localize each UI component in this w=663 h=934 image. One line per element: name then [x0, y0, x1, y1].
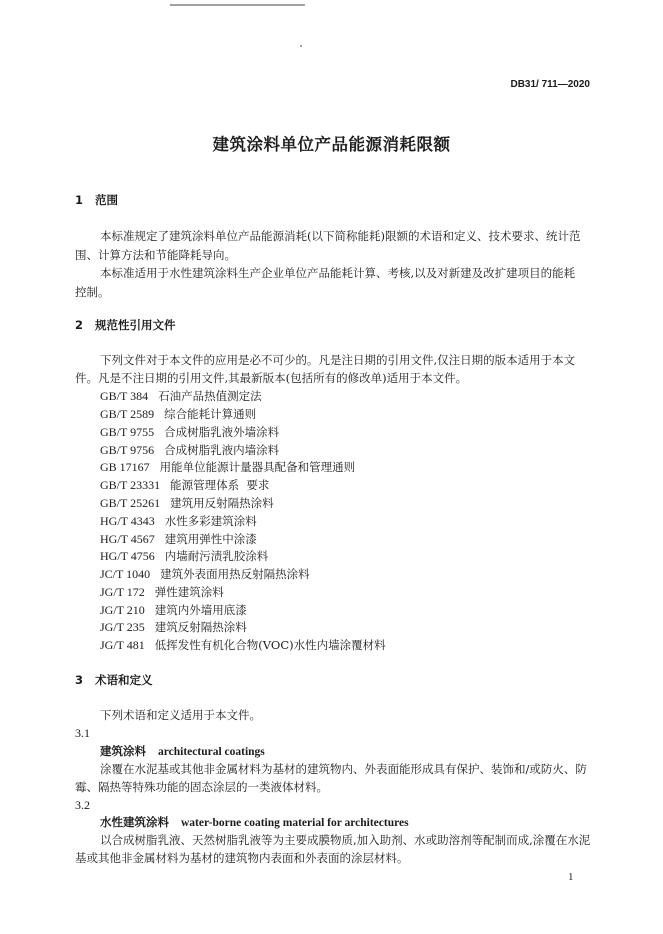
reference-title: 水性多彩建筑涂料	[164, 514, 257, 528]
reference-item	[100, 532, 257, 546]
paragraph-line: 控制。	[75, 285, 110, 299]
reference-item	[100, 407, 256, 421]
reference-title: 综合能耗计算通则	[164, 407, 257, 421]
section-number: 1	[75, 193, 84, 207]
reference-code: JG/T 172	[100, 585, 145, 599]
paragraph-line: 本标准规定了建筑涂料单位产品能源消耗(以下简称能耗)限额的术语和定义、技术要求、统计范	[100, 229, 581, 243]
reference-code: HG/T 4756	[100, 549, 155, 563]
reference-item	[100, 443, 279, 457]
page-number: 1	[568, 871, 574, 883]
reference-item	[100, 514, 257, 528]
reference-item	[100, 496, 274, 510]
reference-title: 建筑反射隔热涂料	[154, 620, 247, 634]
paragraph-line: 件。凡是不注日期的引用文件,其最新版本(包括所有的修改单)适用于本文件。	[75, 371, 468, 385]
reference-code: JG/T 481	[100, 638, 145, 652]
reference-item	[100, 549, 268, 563]
section-title: 范围	[95, 193, 118, 207]
reference-code: HG/T 4567	[100, 532, 155, 546]
section-intro: 下列术语和定义适用于本文件。	[100, 708, 261, 722]
term-entry	[100, 815, 409, 830]
reference-title: 低挥发性有机化合物(VOC)水性内墙涂覆材料	[154, 638, 386, 652]
reference-item	[100, 389, 262, 403]
reference-item	[100, 425, 279, 439]
reference-code: GB 17167	[100, 460, 150, 474]
reference-code: GB/T 25261	[100, 496, 161, 510]
reference-item	[100, 585, 224, 599]
reference-title: 合成树脂乳液内墙涂料	[164, 443, 280, 457]
reference-item	[100, 603, 247, 617]
reference-item	[100, 638, 386, 652]
reference-item	[100, 620, 247, 634]
definition-line: 霉、隔热等特殊功能的固态涂层的一类液体材料。	[75, 780, 328, 794]
reference-code: JG/T 210	[100, 603, 145, 617]
reference-title: 建筑用反射隔热涂料	[170, 496, 274, 510]
reference-title: 建筑用弹性中涂漆	[164, 532, 257, 546]
section-title: 术语和定义	[95, 673, 153, 687]
reference-title: 合成树脂乳液外墙涂料	[164, 425, 280, 439]
reference-title: 建筑内外墙用底漆	[154, 603, 247, 617]
reference-item	[100, 567, 310, 581]
page-title: 建筑涂料单位产品能源消耗限额	[212, 135, 451, 154]
reference-code: JC/T 1040	[100, 567, 151, 581]
section-heading-scope	[75, 193, 118, 207]
reference-code: HG/T 4343	[100, 514, 155, 528]
paragraph-line: 下列文件对于本文件的应用是必不可少的。凡是注日期的引用文件,仅注日期的版本适用于本文	[100, 353, 576, 367]
reference-code: GB/T 23331	[100, 478, 161, 492]
reference-code: GB/T 9755	[100, 425, 155, 439]
reference-title: 建筑外表面用热反射隔热涂料	[160, 567, 310, 581]
reference-code: GB/T 2589	[100, 407, 155, 421]
reference-item	[100, 478, 269, 492]
document-number: DB31/ 711—2020	[510, 79, 590, 90]
scan-line-artifact	[170, 4, 305, 6]
reference-code: GB/T 384	[100, 389, 149, 403]
reference-title: 石油产品热值测定法	[158, 389, 262, 403]
reference-code: JG/T 235	[100, 620, 145, 634]
section-heading-normative-references	[75, 318, 176, 332]
term-english: water-borne coating material for architectures	[181, 817, 409, 829]
definition-line: 基或其他非金属材料为基材的建筑物内表面和外表面的涂层材料。	[75, 851, 409, 865]
definition-line: 以合成树脂乳液、天然树脂乳液等为主要成膜物质,加入助剂、水或助溶剂等配制而成,涂覆在水泥	[100, 833, 591, 847]
section-number: 2	[75, 318, 84, 332]
term-chinese: 水性建筑涂料	[100, 815, 169, 829]
term-english: architectural coatings	[158, 746, 265, 758]
clause-number: 3.2	[75, 798, 90, 812]
section-number: 3	[75, 673, 84, 687]
section-heading-terms-definitions	[75, 673, 153, 687]
paragraph-line: 围、计算方法和节能降耗导向。	[75, 248, 236, 262]
scan-dot-artifact	[300, 45, 302, 47]
reference-item	[100, 460, 355, 474]
reference-title: 能源管理体系 要求	[170, 478, 270, 492]
reference-title: 用能单位能源计量器具配备和管理通则	[159, 460, 356, 474]
reference-code: GB/T 9756	[100, 443, 155, 457]
section-title: 规范性引用文件	[95, 318, 176, 332]
term-entry	[100, 744, 265, 759]
reference-title: 弹性建筑涂料	[154, 585, 224, 599]
definition-line: 涂覆在水泥基或其他非金属材料为基材的建筑物内、外表面能形成具有保护、装饰和/或防火、防	[100, 762, 587, 776]
reference-title: 内墙耐污渍乳胶涂料	[164, 549, 269, 563]
paragraph-line: 本标准适用于水性建筑涂料生产企业单位产品能耗计算、考核,以及对新建及改扩建项目的能耗	[100, 266, 576, 280]
term-chinese: 建筑涂料	[100, 744, 146, 758]
clause-number: 3.1	[75, 726, 90, 740]
